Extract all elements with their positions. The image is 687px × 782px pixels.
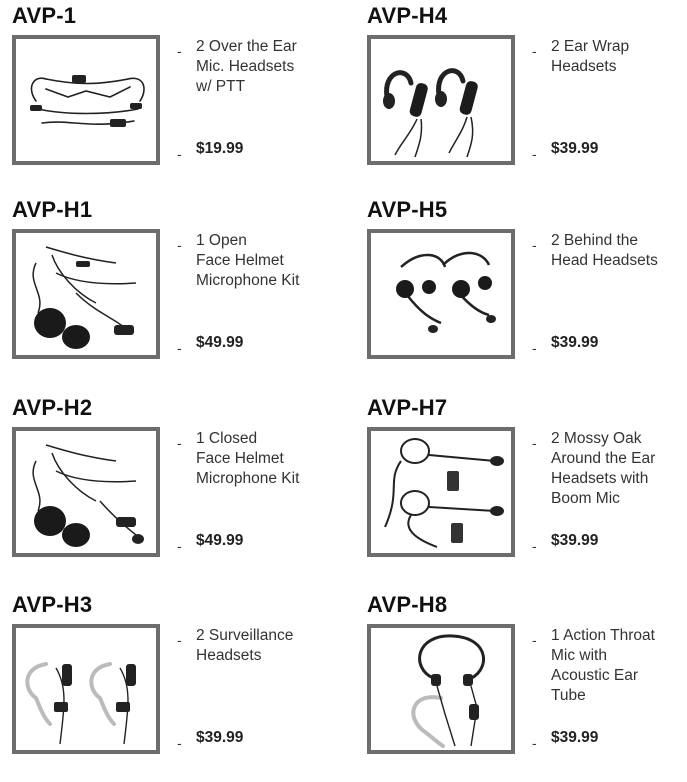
bullet-dash: - (532, 538, 537, 554)
product-model: AVP-H5 (367, 197, 448, 222)
product-description: 1 Action Throat Mic with Acoustic Ear Tube (551, 627, 655, 704)
product-description: 2 Mossy Oak Around the Ear Headsets with Boom Mic (551, 430, 656, 507)
product-avp-1 (12, 3, 342, 193)
product-avp-h8 (367, 592, 687, 782)
product-model: AVP-H3 (12, 592, 93, 617)
bullet-dash: - (177, 435, 182, 451)
bullet-dash: - (532, 735, 537, 751)
helmet-kit-icon (16, 233, 156, 355)
product-description: 2 Surveillance Headsets (196, 627, 294, 664)
product-avp-h7 (367, 395, 687, 585)
product-image-boom-mic[interactable] (367, 427, 515, 557)
product-image-helmet-kit[interactable] (12, 427, 160, 557)
product-model: AVP-H2 (12, 395, 93, 420)
product-image-throat-mic[interactable] (367, 624, 515, 754)
bullet-dash: - (532, 340, 537, 356)
product-image-headset-pair[interactable] (12, 35, 160, 165)
bullet-dash: - (177, 340, 182, 356)
bullet-dash: - (177, 538, 182, 554)
bullet-dash: - (177, 146, 182, 162)
bullet-dash: - (532, 146, 537, 162)
surveillance-headset-icon (16, 628, 156, 750)
bullet-dash: - (177, 632, 182, 648)
bullet-dash: - (532, 43, 537, 59)
bullet-dash: - (532, 632, 537, 648)
product-model: AVP-H4 (367, 3, 448, 28)
product-price: $49.99 (196, 532, 244, 549)
bullet-dash: - (177, 43, 182, 59)
product-price: $19.99 (196, 140, 244, 157)
bullet-dash: - (177, 735, 182, 751)
product-image-ear-wrap[interactable] (367, 35, 515, 165)
helmet-kit-icon (16, 431, 156, 553)
product-price: $39.99 (551, 140, 599, 157)
throat-mic-icon (371, 628, 511, 750)
bullet-dash: - (177, 237, 182, 253)
product-image-surveillance[interactable] (12, 624, 160, 754)
product-avp-h5 (367, 197, 687, 387)
product-avp-h2 (12, 395, 342, 585)
product-price: $39.99 (551, 729, 599, 746)
bullet-dash: - (532, 237, 537, 253)
product-price: $49.99 (196, 334, 244, 351)
product-model: AVP-1 (12, 3, 77, 28)
behind-head-headset-icon (371, 233, 511, 355)
product-description: 2 Over the Ear Mic. Headsets w/ PTT (196, 38, 297, 95)
product-price: $39.99 (551, 532, 599, 549)
bullet-dash: - (532, 435, 537, 451)
headset-icon (16, 39, 156, 161)
product-price: $39.99 (551, 334, 599, 351)
boom-mic-headset-icon (371, 431, 511, 553)
product-description: 2 Ear Wrap Headsets (551, 38, 630, 75)
product-model: AVP-H1 (12, 197, 93, 222)
product-image-helmet-kit[interactable] (12, 229, 160, 359)
product-price: $39.99 (196, 729, 244, 746)
product-image-behind-head[interactable] (367, 229, 515, 359)
product-model: AVP-H7 (367, 395, 448, 420)
product-description: 1 Open Face Helmet Microphone Kit (196, 232, 300, 289)
ear-wrap-headset-icon (371, 39, 511, 161)
product-avp-h3 (12, 592, 342, 782)
product-avp-h4 (367, 3, 687, 193)
product-model: AVP-H8 (367, 592, 448, 617)
product-description: 2 Behind the Head Headsets (551, 232, 658, 269)
product-description: 1 Closed Face Helmet Microphone Kit (196, 430, 300, 487)
product-avp-h1 (12, 197, 342, 387)
